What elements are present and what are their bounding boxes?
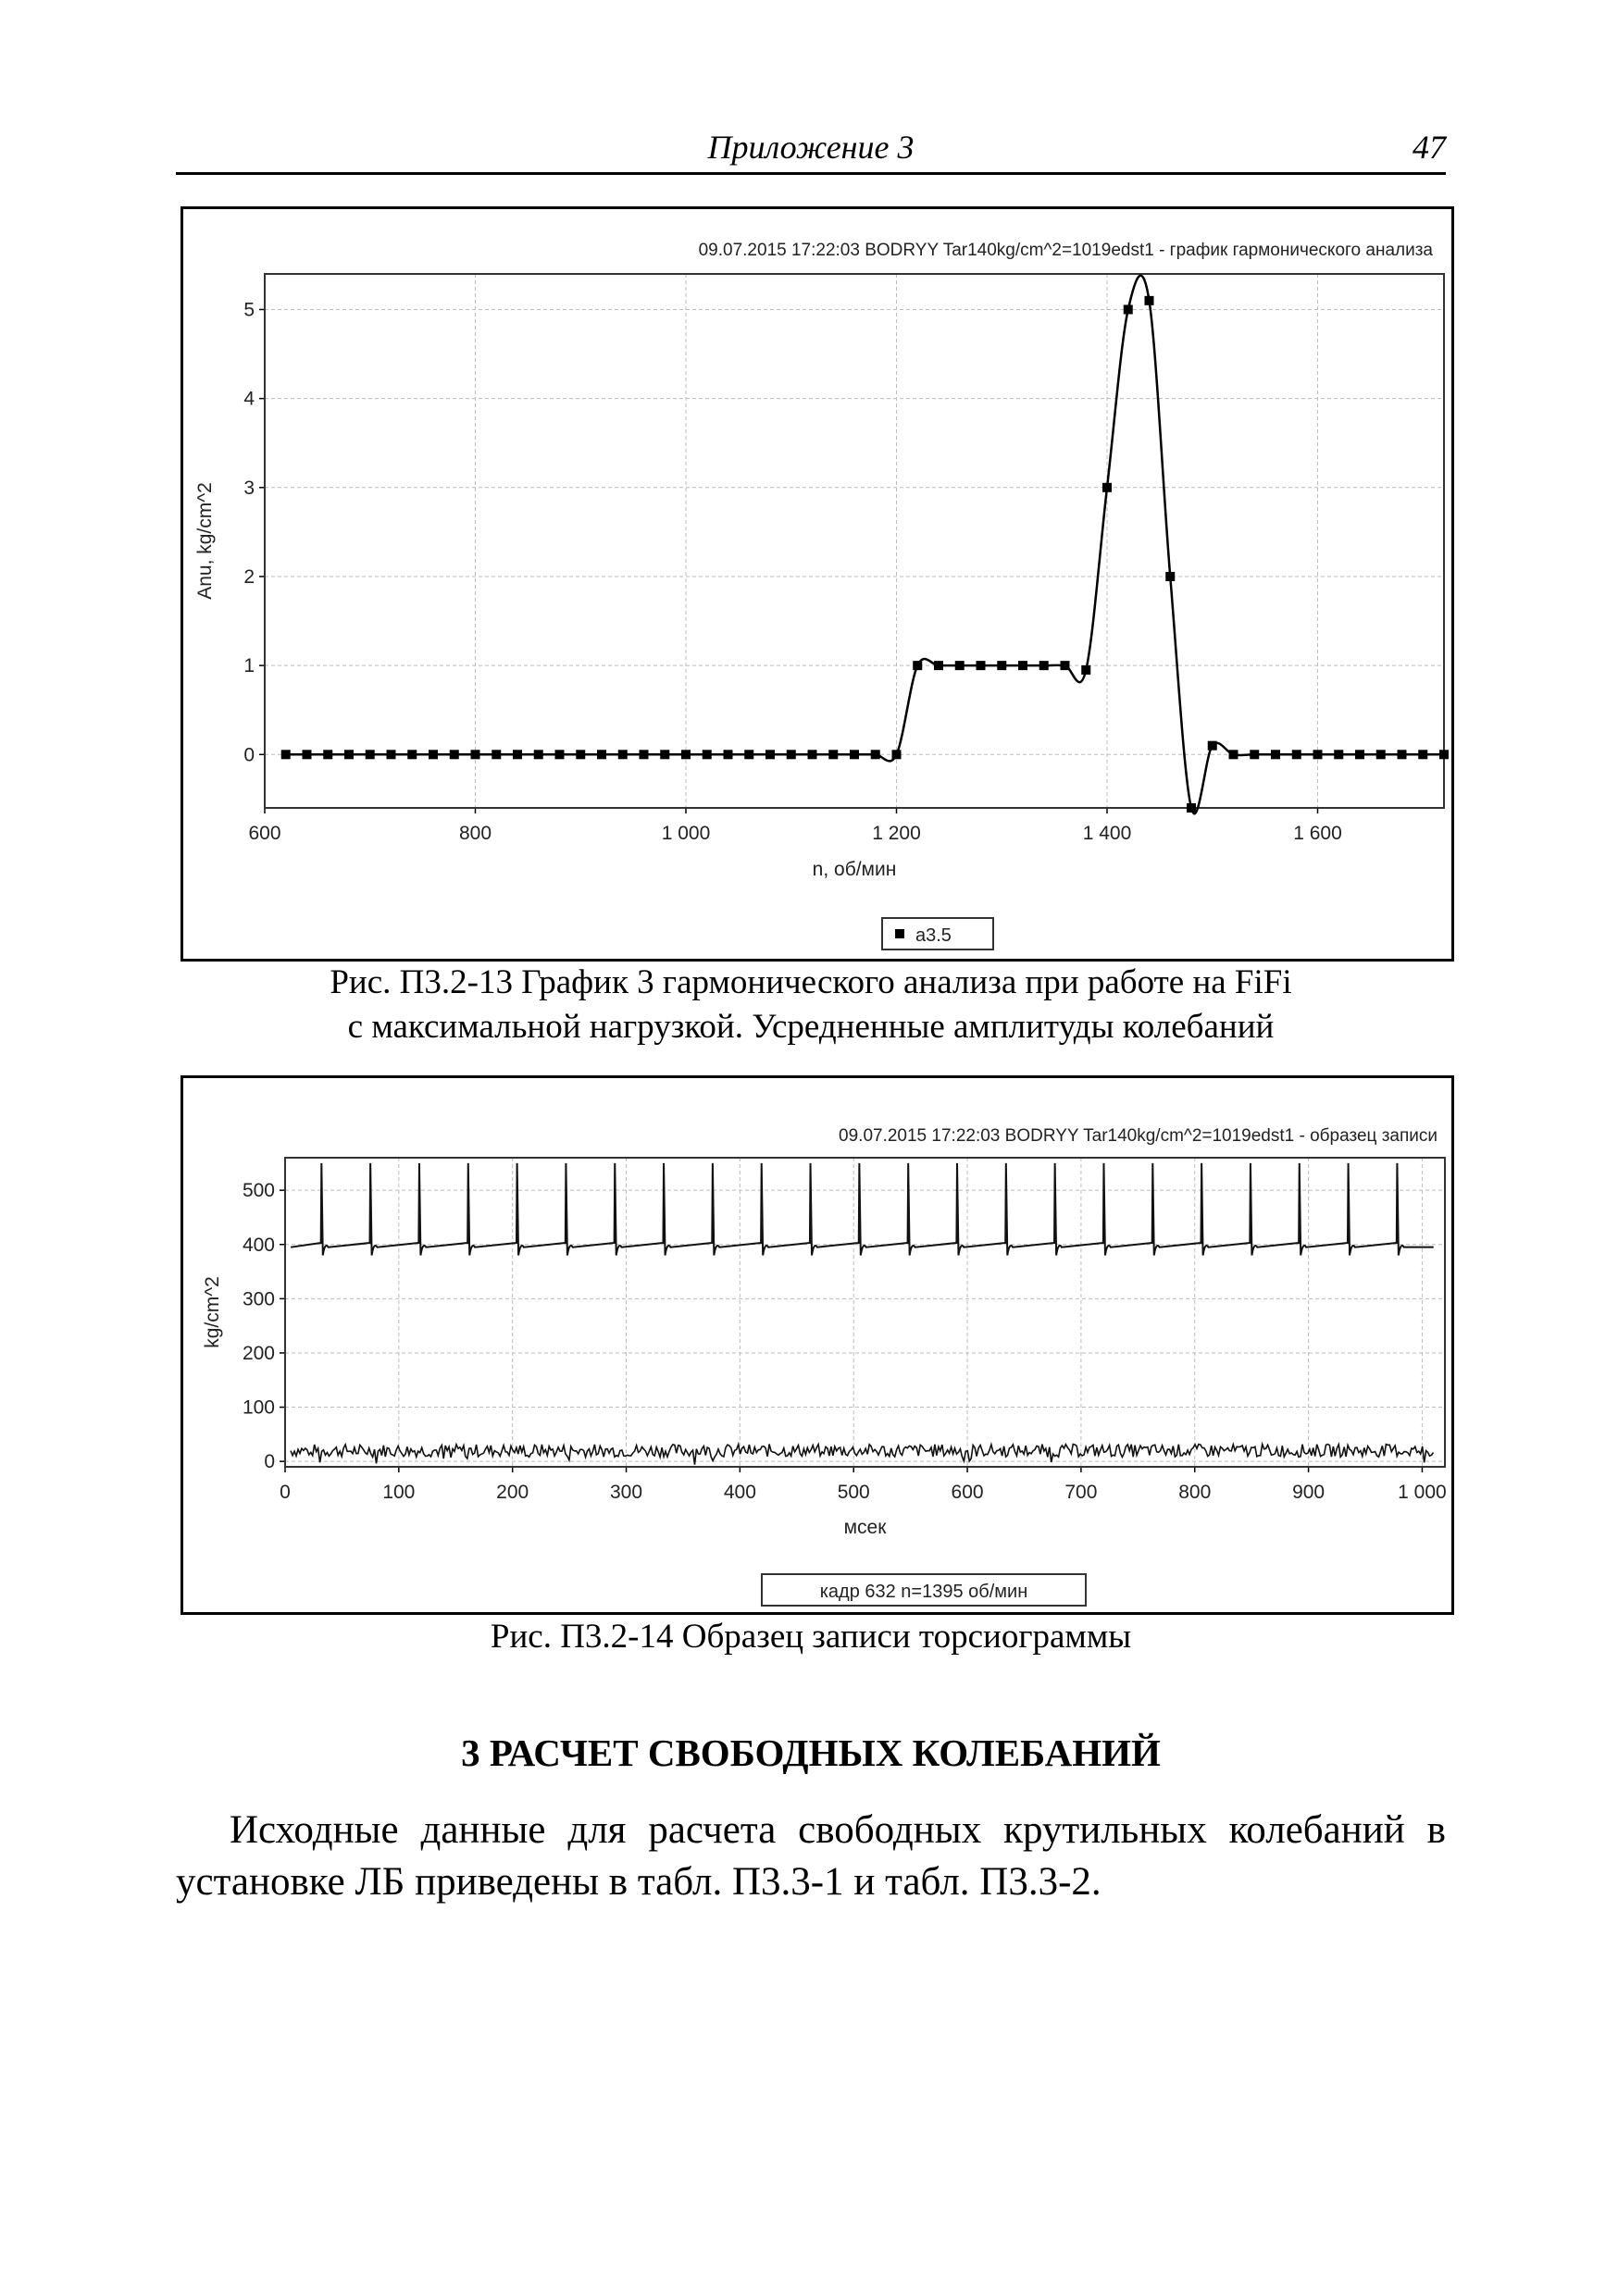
data-point-marker — [303, 750, 312, 759]
data-point-marker — [1355, 750, 1364, 759]
legend-marker — [895, 929, 904, 938]
data-point-marker — [618, 750, 628, 759]
y-tick-label: 100 — [242, 1396, 275, 1419]
x-tick-label: 100 — [382, 1482, 416, 1503]
data-point-marker — [1124, 304, 1133, 314]
x-tick-label: 700 — [1064, 1482, 1098, 1503]
data-point-marker — [997, 661, 1006, 670]
y-axis-label: kg/cm^2 — [202, 1276, 223, 1348]
data-point-marker — [828, 750, 838, 759]
figure2-caption: Рис. П3.2-14 Образец записи торсиограммы — [490, 1618, 1132, 1656]
data-point-marker — [1039, 661, 1049, 670]
data-point-marker — [366, 750, 375, 759]
data-point-marker — [1229, 750, 1238, 759]
y-tick-label: 400 — [242, 1234, 275, 1256]
data-point-marker — [576, 750, 585, 759]
data-point-marker — [955, 661, 965, 670]
torsiogram-chart — [180, 1075, 1454, 1615]
data-point-marker — [850, 750, 859, 759]
x-tick-label: 600 — [951, 1482, 984, 1503]
data-point-marker — [892, 750, 902, 759]
x-tick-label: 1 000 — [661, 823, 711, 844]
data-point-marker — [387, 750, 396, 759]
data-point-marker — [1418, 750, 1427, 759]
data-point-marker — [934, 661, 943, 670]
data-point-marker — [787, 750, 796, 759]
y-tick-label: 3 — [243, 477, 255, 499]
plot-area — [265, 274, 1444, 808]
plot-area — [285, 1158, 1445, 1467]
data-point-marker — [660, 750, 669, 759]
data-point-marker — [808, 750, 817, 759]
y-axis-label: Anu, kg/cm^2 — [194, 482, 216, 600]
y-tick-label: 0 — [264, 1451, 275, 1473]
x-tick-label: 400 — [723, 1482, 756, 1503]
x-axis-label: n, об/мин — [812, 859, 897, 880]
page-number: 47 — [1413, 129, 1446, 166]
harmonic-analysis-chart — [180, 206, 1454, 962]
data-point-marker — [1102, 483, 1112, 492]
data-point-marker — [534, 750, 543, 759]
x-tick-label: 900 — [1292, 1482, 1326, 1503]
x-tick-label: 500 — [837, 1482, 870, 1503]
series-line-a3-5 — [286, 276, 1444, 814]
data-point-marker — [407, 750, 417, 759]
data-point-marker — [744, 750, 753, 759]
x-tick-label: 800 — [1178, 1482, 1212, 1503]
y-tick-label: 0 — [243, 744, 255, 766]
running-header — [176, 120, 1446, 175]
data-point-marker — [913, 661, 922, 670]
data-point-marker — [977, 661, 986, 670]
y-tick-label: 4 — [243, 388, 255, 410]
figure1-caption-line2: с максимальной нагрузкой. Усредненные амплитуды колебаний — [347, 1008, 1275, 1046]
pressure-trace-line — [291, 1163, 1434, 1256]
data-point-marker — [681, 750, 691, 759]
data-point-marker — [1292, 750, 1301, 759]
data-point-marker — [471, 750, 480, 759]
data-point-marker — [344, 750, 354, 759]
data-point-marker — [1187, 803, 1196, 813]
data-point-marker — [1376, 750, 1386, 759]
data-point-marker — [1061, 661, 1070, 670]
y-tick-label: 2 — [243, 565, 255, 588]
x-tick-label: 1 000 — [1398, 1482, 1447, 1503]
data-point-marker — [1018, 661, 1027, 670]
data-point-marker — [640, 750, 649, 759]
x-tick-label: 0 — [280, 1482, 291, 1503]
section-heading: 3 РАСЧЕТ СВОБОДНЫХ КОЛЕБАНИЙ — [461, 1731, 1161, 1774]
data-point-marker — [703, 750, 712, 759]
legend-label: кадр 632 n=1395 об/мин — [819, 1582, 1028, 1602]
running-title: Приложение 3 — [707, 129, 915, 166]
y-tick-label: 200 — [242, 1342, 275, 1364]
data-point-marker — [513, 750, 522, 759]
x-tick-label: 1 200 — [872, 823, 921, 844]
x-tick-label: 600 — [248, 823, 281, 844]
data-point-marker — [1208, 741, 1217, 751]
x-tick-label: 1 600 — [1293, 823, 1342, 844]
x-tick-label: 800 — [458, 823, 492, 844]
data-point-marker — [450, 750, 459, 759]
data-point-marker — [1334, 750, 1343, 759]
y-tick-label: 500 — [242, 1180, 275, 1202]
x-tick-label: 200 — [496, 1482, 529, 1503]
data-point-marker — [1250, 750, 1259, 759]
body-paragraph: Исходные данные для расчета свободных крутильных колебаний в установке ЛБ приведены в табл. П3.3-1 и табл. П3.3-2. — [176, 1808, 1446, 1904]
data-point-marker — [1081, 665, 1090, 675]
data-point-marker — [323, 750, 332, 759]
chart-title: 09.07.2015 17:22:03 BODRYY Tar140kg/cm^2=1019edst1 - образец записи — [839, 1126, 1438, 1146]
x-tick-label: 1 400 — [1082, 823, 1132, 844]
data-point-marker — [1439, 750, 1449, 759]
data-point-marker — [1313, 750, 1323, 759]
data-point-marker — [281, 750, 291, 759]
data-point-marker — [724, 750, 733, 759]
y-tick-label: 5 — [243, 299, 255, 321]
chart-title: 09.07.2015 17:22:03 BODRYY Tar140kg/cm^2=1019edst1 - график гармонического анализа — [698, 241, 1433, 260]
data-point-marker — [555, 750, 565, 759]
x-tick-label: 300 — [610, 1482, 643, 1503]
data-point-marker — [1145, 296, 1154, 305]
y-tick-label: 1 — [243, 655, 255, 677]
data-point-marker — [765, 750, 775, 759]
data-point-marker — [492, 750, 501, 759]
data-point-marker — [1271, 750, 1280, 759]
data-point-marker — [1165, 572, 1175, 581]
figure1-caption — [176, 961, 1446, 1049]
data-point-marker — [871, 750, 880, 759]
data-point-marker — [1398, 750, 1407, 759]
y-tick-label: 300 — [242, 1288, 275, 1310]
figure1-caption-line1: Рис. П3.2-13 График 3 гармонического анализа при работе на FiFi — [330, 963, 1292, 1001]
legend-label: a3.5 — [915, 925, 952, 946]
data-point-marker — [429, 750, 438, 759]
data-point-marker — [597, 750, 606, 759]
x-axis-label: мсек — [843, 1517, 887, 1538]
